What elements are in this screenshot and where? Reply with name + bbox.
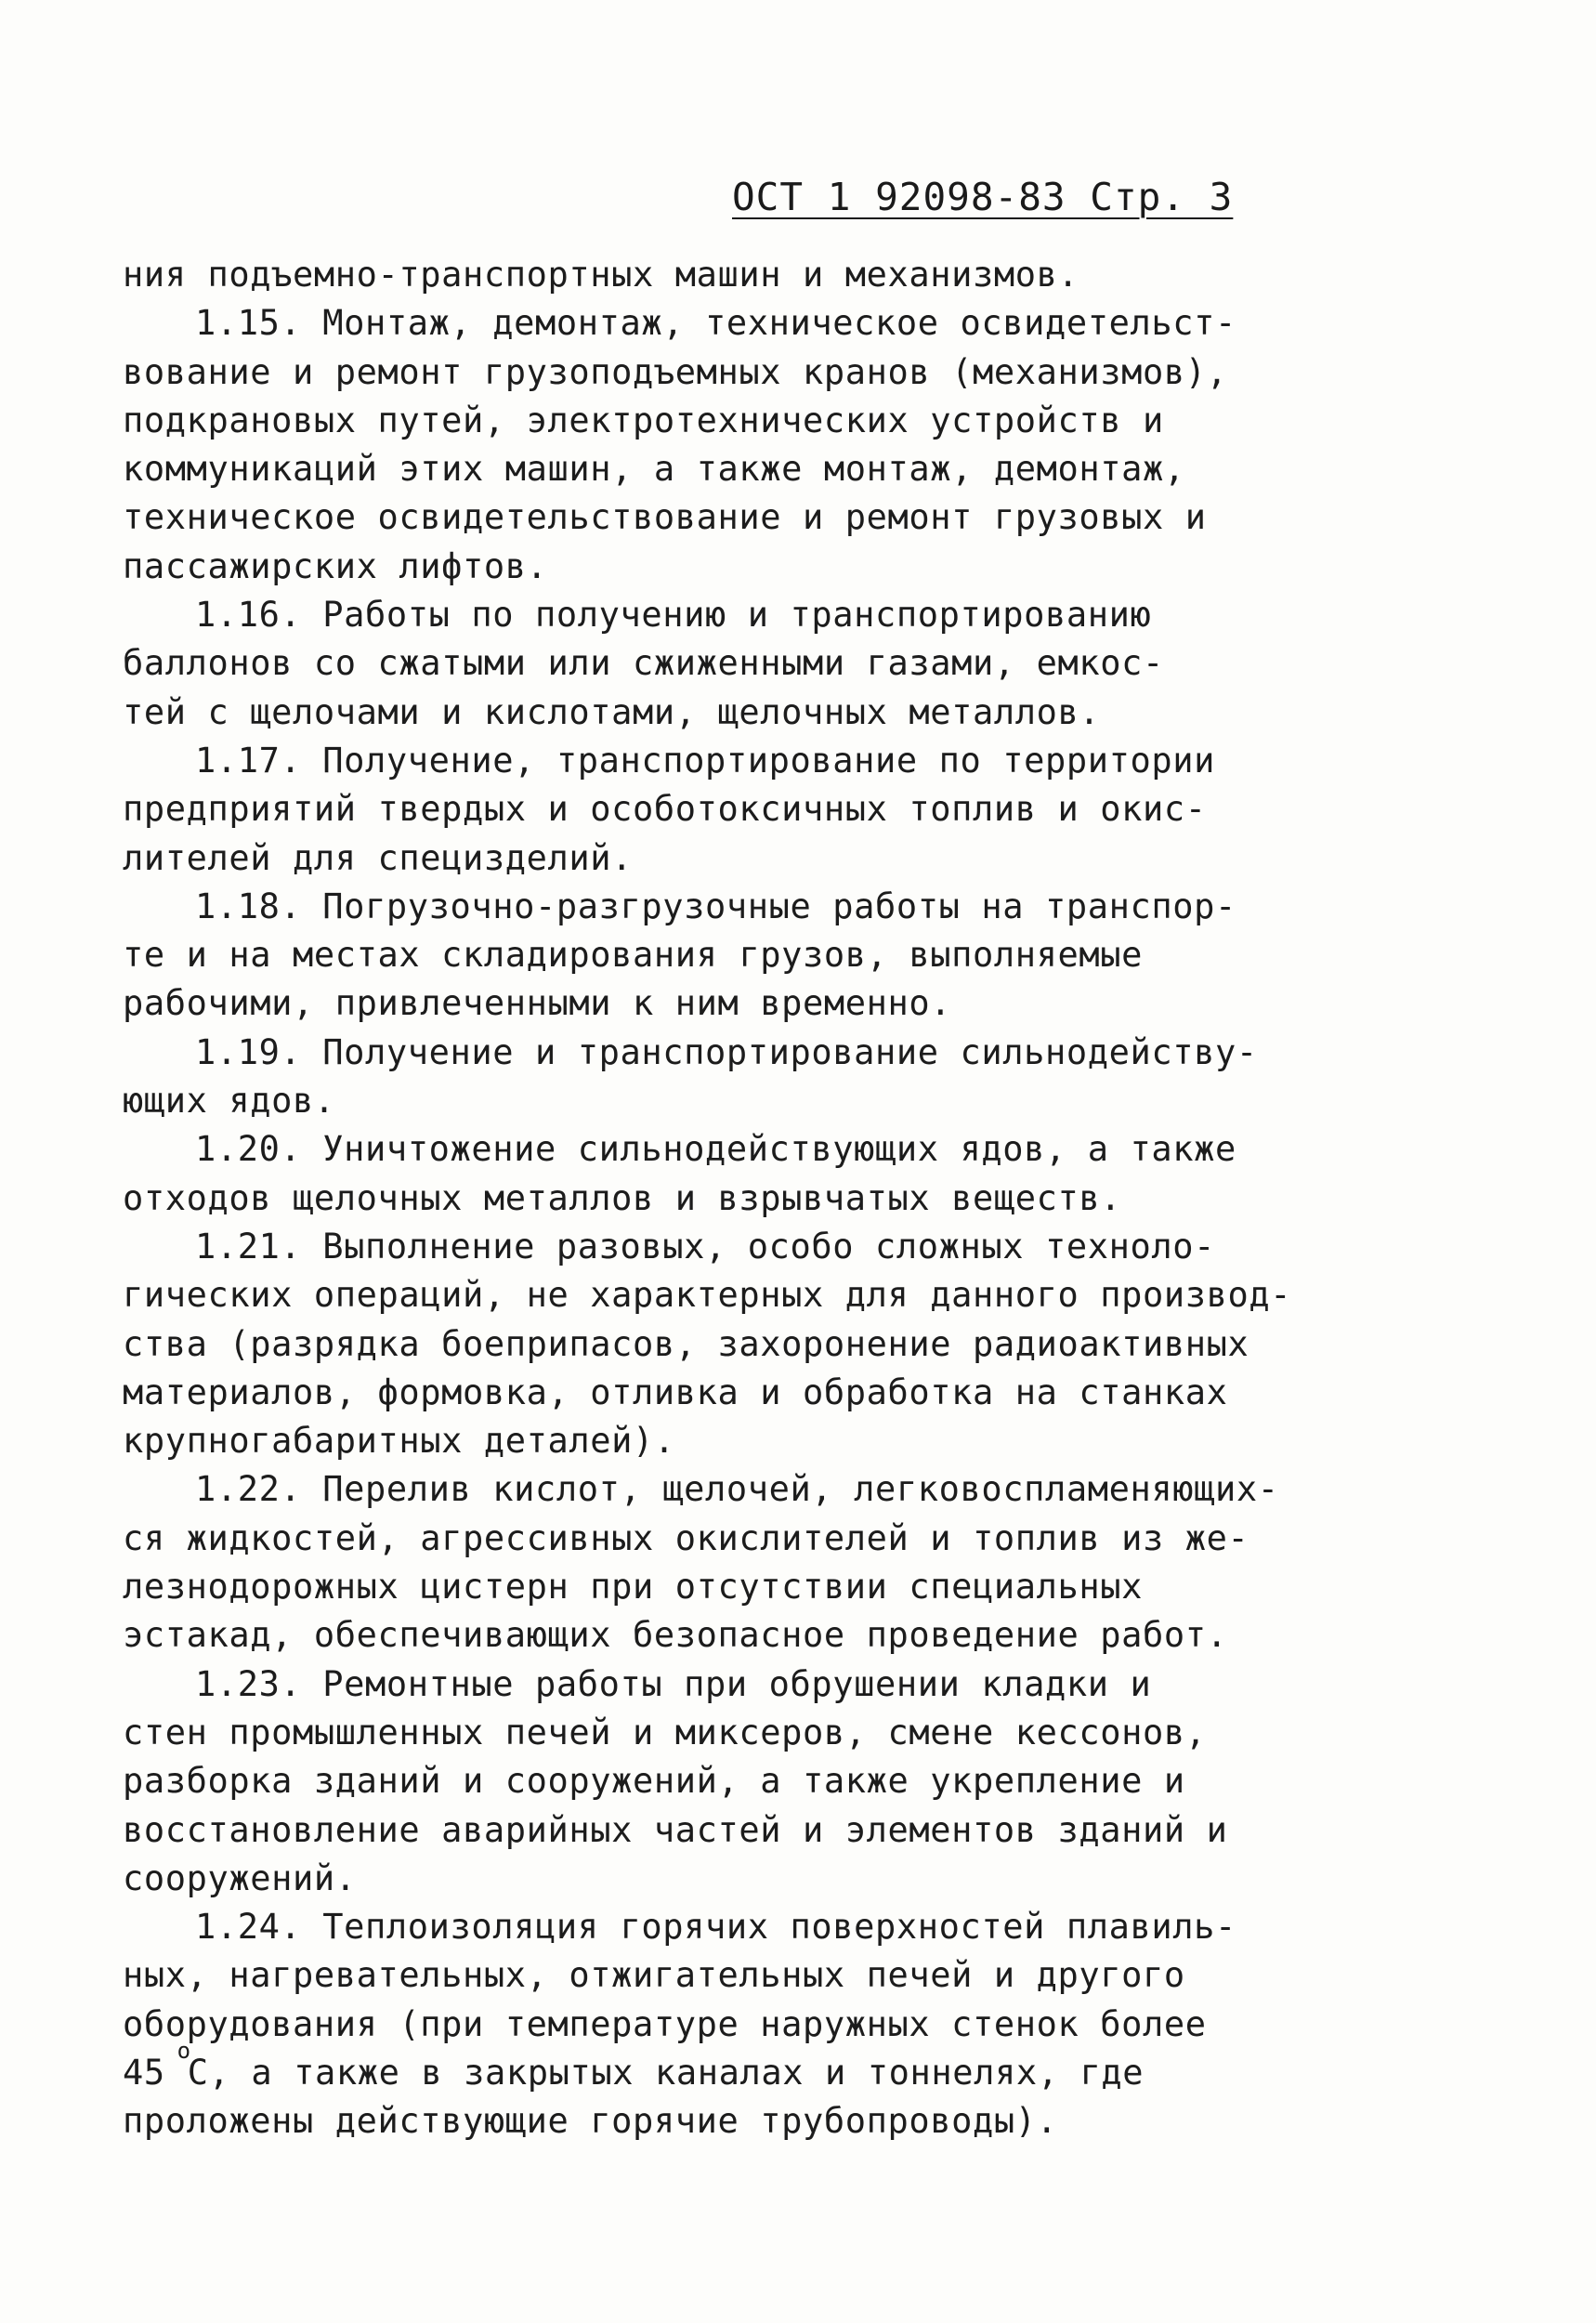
text-line: баллонов со сжатыми или сжиженными газами, емкос- (123, 643, 1164, 684)
text-line: материалов, формовка, отливка и обработка на станках (123, 1371, 1228, 1412)
text-line: 1.22. Перелив кислот, щелочей, легковоспламеняющих- (195, 1469, 1279, 1510)
text-line: восстановление аварийных частей и элементов зданий и (123, 1809, 1228, 1850)
text-line: оборудования (при температуре наружных стенок более (123, 2003, 1207, 2044)
text-line: лезнодорожных цистерн при отсутствии специальных (123, 1567, 1144, 1608)
page-header-doc-ref: ОСТ 1 92098-83 Стр. 3 (732, 175, 1234, 219)
text-line: 1.17. Получение, транспортирование по территории (195, 740, 1216, 781)
text-line: ния подъемно-транспортных машин и механизмов. (123, 255, 1079, 295)
text-line: 1.19. Получение и транспортирование сильнодейству- (195, 1031, 1258, 1072)
degree-mark: о (177, 2037, 191, 2064)
text-line: техническое освидетельствование и ремонт грузовых и (123, 497, 1207, 538)
text-line: ства (разрядка боеприпасов, захоронение радиоактивных (123, 1323, 1249, 1364)
text-line: сооружений. (123, 1857, 357, 1898)
text-line: предприятий твердых и особотоксичных топлив и окис- (123, 789, 1207, 830)
text-line: проложены действующие горячие трубопроводы). (123, 2101, 1058, 2142)
text-line: крупногабаритных деталей). (123, 1421, 675, 1462)
text-line: гических операций, не характерных для данного производ- (123, 1275, 1292, 1316)
text-line: ющих ядов. (123, 1081, 335, 1122)
text-line-temperature (123, 2037, 1349, 2097)
text-line: вование и ремонт грузоподъемных кранов (механизмов), (123, 351, 1228, 392)
text-line: тей с щелочами и кислотами, щелочных металлов. (123, 691, 1101, 732)
text-line: разборка зданий и сооружений, а также укрепление и (123, 1761, 1185, 1802)
text-line: 1.16. Работы по получению и транспортированию (195, 595, 1152, 636)
text-line: эстакад, обеспечивающих безопасное проведение работ. (123, 1615, 1228, 1656)
text-line: лителей для специзделий. (123, 837, 634, 878)
text-line: 1.24. Теплоизоляция горячих поверхностей плавиль- (195, 1907, 1236, 1948)
text-line: 1.21. Выполнение разовых, особо сложных техноло- (195, 1226, 1216, 1266)
text-line: 1.18. Погрузочно-разгрузочные работы на транспор- (195, 886, 1236, 926)
text-line: 1.15. Монтаж, демонтаж, техническое освидетельст- (195, 303, 1236, 344)
text-line: 1.23. Ремонтные работы при обрушении кладки и (195, 1663, 1152, 1704)
text-line: ся жидкостей, агрессивных окислителей и топлив из же- (123, 1517, 1249, 1558)
text-line: отходов щелочных металлов и взрывчатых веществ. (123, 1177, 1122, 1218)
text-line: 1.20. Уничтожение сильнодействующих ядов, а также (195, 1129, 1236, 1170)
document-body (123, 251, 1349, 2146)
text-line: пассажирских лифтов. (123, 545, 548, 586)
text-line: те и на местах складирования грузов, выполняемые (123, 935, 1144, 976)
text-line: ных, нагревательных, отжигательных печей и другого (123, 1955, 1185, 1996)
text-line: коммуникаций этих машин, а также монтаж, демонтаж, (123, 449, 1185, 490)
temperature-value: 45 (123, 2052, 165, 2093)
text-line: подкрановых путей, электротехнических устройств и (123, 400, 1164, 440)
temperature-line-rest: С, а также в закрытых каналах и тоннелях, где (187, 2052, 1145, 2093)
text-line: стен промышленных печей и миксеров, смене кессонов, (123, 1712, 1207, 1752)
text-line: рабочими, привлеченными к ним временно. (123, 983, 952, 1024)
